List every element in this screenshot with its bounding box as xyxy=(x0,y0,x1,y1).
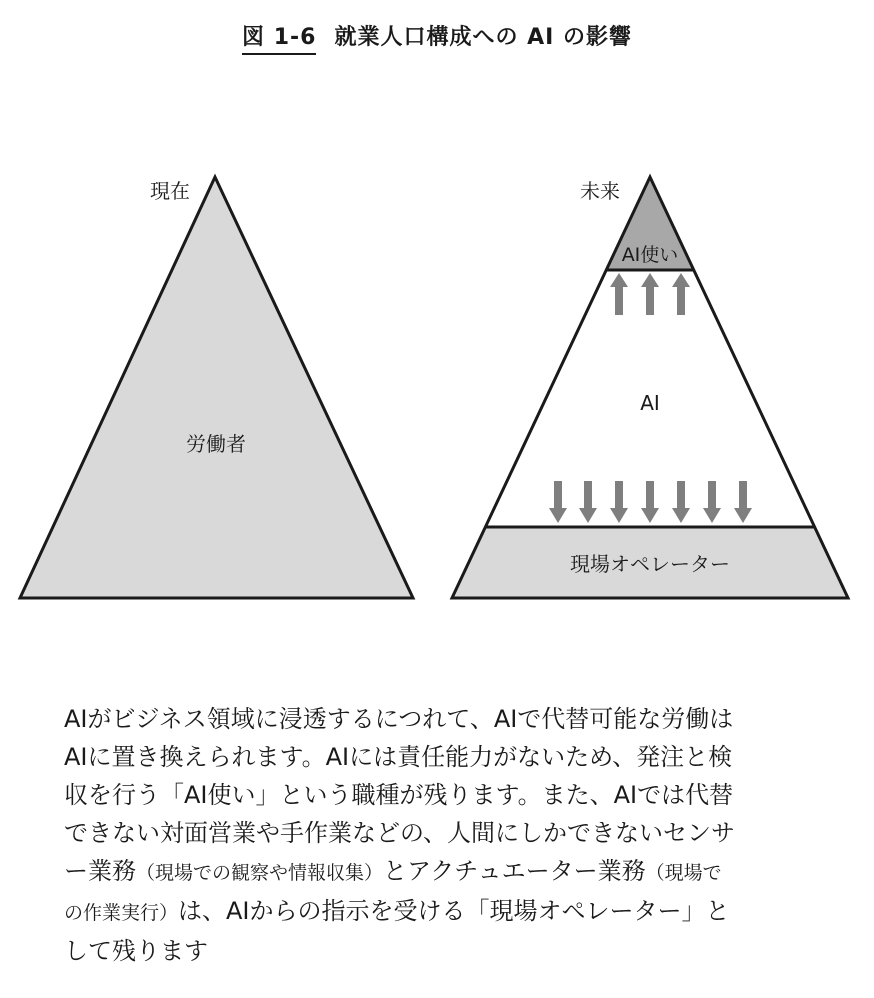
field-operator-label: 現場オペレーター xyxy=(570,552,730,576)
down-arrow-icon xyxy=(610,481,628,523)
caption-line: AIに置き換えられます。AIには責任能力がないため、発注と検 xyxy=(64,743,733,771)
caption-line: できない対面営業や手作業などの、人間にしかできないセンサ xyxy=(64,819,736,847)
down-arrow-icon xyxy=(703,481,721,523)
current-pyramid-shape xyxy=(20,177,413,598)
future-pyramid xyxy=(452,177,848,598)
caption-line xyxy=(64,852,824,892)
ai-user-label: AI使い xyxy=(621,244,679,266)
up-arrow-icon xyxy=(641,273,659,315)
figure-caption xyxy=(64,700,824,970)
up-arrow-group xyxy=(610,273,690,315)
worker-label: 労働者 xyxy=(186,432,246,456)
down-arrow-icon xyxy=(549,481,567,523)
up-arrow-icon xyxy=(672,273,690,315)
figure-heading: 就業人口構成への AI の影響 xyxy=(334,25,632,50)
figure-title xyxy=(0,20,874,55)
figure-number: 図 1-6 xyxy=(242,20,316,55)
future-label: 未来 xyxy=(580,179,620,203)
current-pyramid xyxy=(20,177,413,598)
caption-note: の作業実行） xyxy=(64,902,179,924)
up-arrow-icon xyxy=(610,273,628,315)
pyramid-diagram xyxy=(0,160,874,620)
down-arrow-icon xyxy=(579,481,597,523)
caption-note: （現場での観察や情報収集） xyxy=(136,862,384,884)
caption-text: ー業務 xyxy=(64,857,136,885)
caption-line: 収を行う「AI使い」という職種が残ります。また、AIでは代替 xyxy=(64,781,734,809)
caption-text: は、AIからの指示を受ける「現場オペレーター」と xyxy=(178,897,730,925)
caption-note: （現場で xyxy=(645,862,722,884)
down-arrow-group xyxy=(549,481,752,523)
caption-line: AIがビジネス領域に浸透するにつれて、AIで代替可能な労働は xyxy=(64,705,734,733)
down-arrow-icon xyxy=(641,481,659,523)
ai-label: AI xyxy=(640,391,660,415)
caption-line: して残ります xyxy=(64,937,208,965)
down-arrow-icon xyxy=(672,481,690,523)
caption-line xyxy=(64,892,824,932)
down-arrow-icon xyxy=(734,481,752,523)
caption-text: とアクチュエーター業務 xyxy=(383,857,646,885)
current-label: 現在 xyxy=(150,179,190,203)
